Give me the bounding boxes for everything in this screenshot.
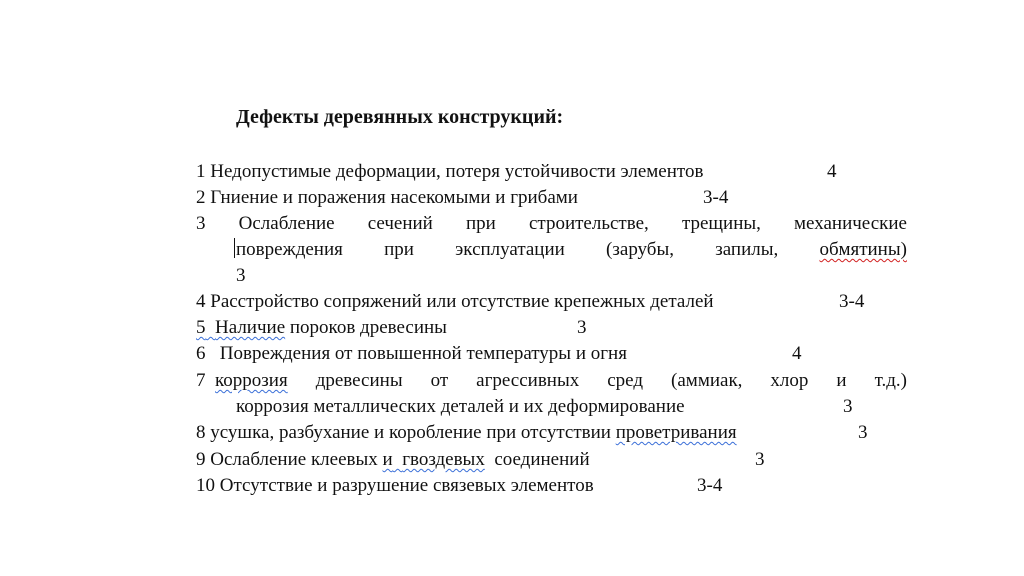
item-text: пороков древесины <box>289 317 447 338</box>
list-item-continuation: повреждения при эксплуатации (зарубы, запилы, обмятины) <box>234 237 907 263</box>
list-item: 5 Наличие пороков древесины <box>196 317 447 338</box>
list-item-continuation <box>236 394 685 420</box>
list-item <box>196 289 714 315</box>
list-item: 6 Повреждения от повышенной температуры и огня <box>196 343 627 364</box>
spellcheck-word[interactable]: проветривания <box>615 422 737 443</box>
spellcheck-word[interactable]: коррозия <box>215 370 288 391</box>
list-item <box>196 473 594 499</box>
item-text: коррозия металлических деталей и их деформирование <box>236 396 685 417</box>
item-score: 3 <box>236 265 246 286</box>
item-score: 4 <box>827 161 837 182</box>
item-text: 1 Недопустимые деформации, потеря устойчивости элементов <box>196 161 704 182</box>
item-text: 2 Гниение и поражения насекомыми и грибами <box>196 187 578 208</box>
item-score: 3-4 <box>703 187 729 208</box>
list-item: 9 Ослабление клеевых и гвоздевых соединений <box>196 449 590 470</box>
spellcheck-word: Наличие <box>215 317 286 338</box>
item-score: 3-4 <box>697 475 723 496</box>
list-item: 3 Ослабление сечений при строительстве, трещины, механические <box>196 213 907 234</box>
item-score: 4 <box>792 343 802 364</box>
list-item <box>196 159 703 185</box>
list-item <box>196 185 578 211</box>
item-score: 3 <box>843 396 853 417</box>
spellcheck-word[interactable]: обмятины) <box>819 239 907 260</box>
text-cursor <box>234 238 235 258</box>
list-item <box>196 420 737 446</box>
item-text: 10 Отсутствие и разрушение связевых элементов <box>196 475 594 496</box>
item-score: 3-4 <box>839 291 865 312</box>
item-score: 3 <box>755 449 765 470</box>
item-text: 8 усушка, разбухание и коробление при отсутствии <box>196 422 611 443</box>
list-item: 7 коррозия древесины от агрессивных сред (аммиак, хлор и т.д.) <box>196 370 907 391</box>
item-score: 3 <box>858 422 868 443</box>
item-text: 4 Расстройство сопряжений или отсутствие крепежных деталей <box>196 291 714 312</box>
spellcheck-word[interactable]: и гвоздевых <box>382 449 485 470</box>
item-text: Повреждения от повышенной температуры и огня <box>219 343 627 364</box>
item-score: 3 <box>577 317 587 338</box>
document-title: Дефекты деревянных конструкций: <box>236 106 564 128</box>
